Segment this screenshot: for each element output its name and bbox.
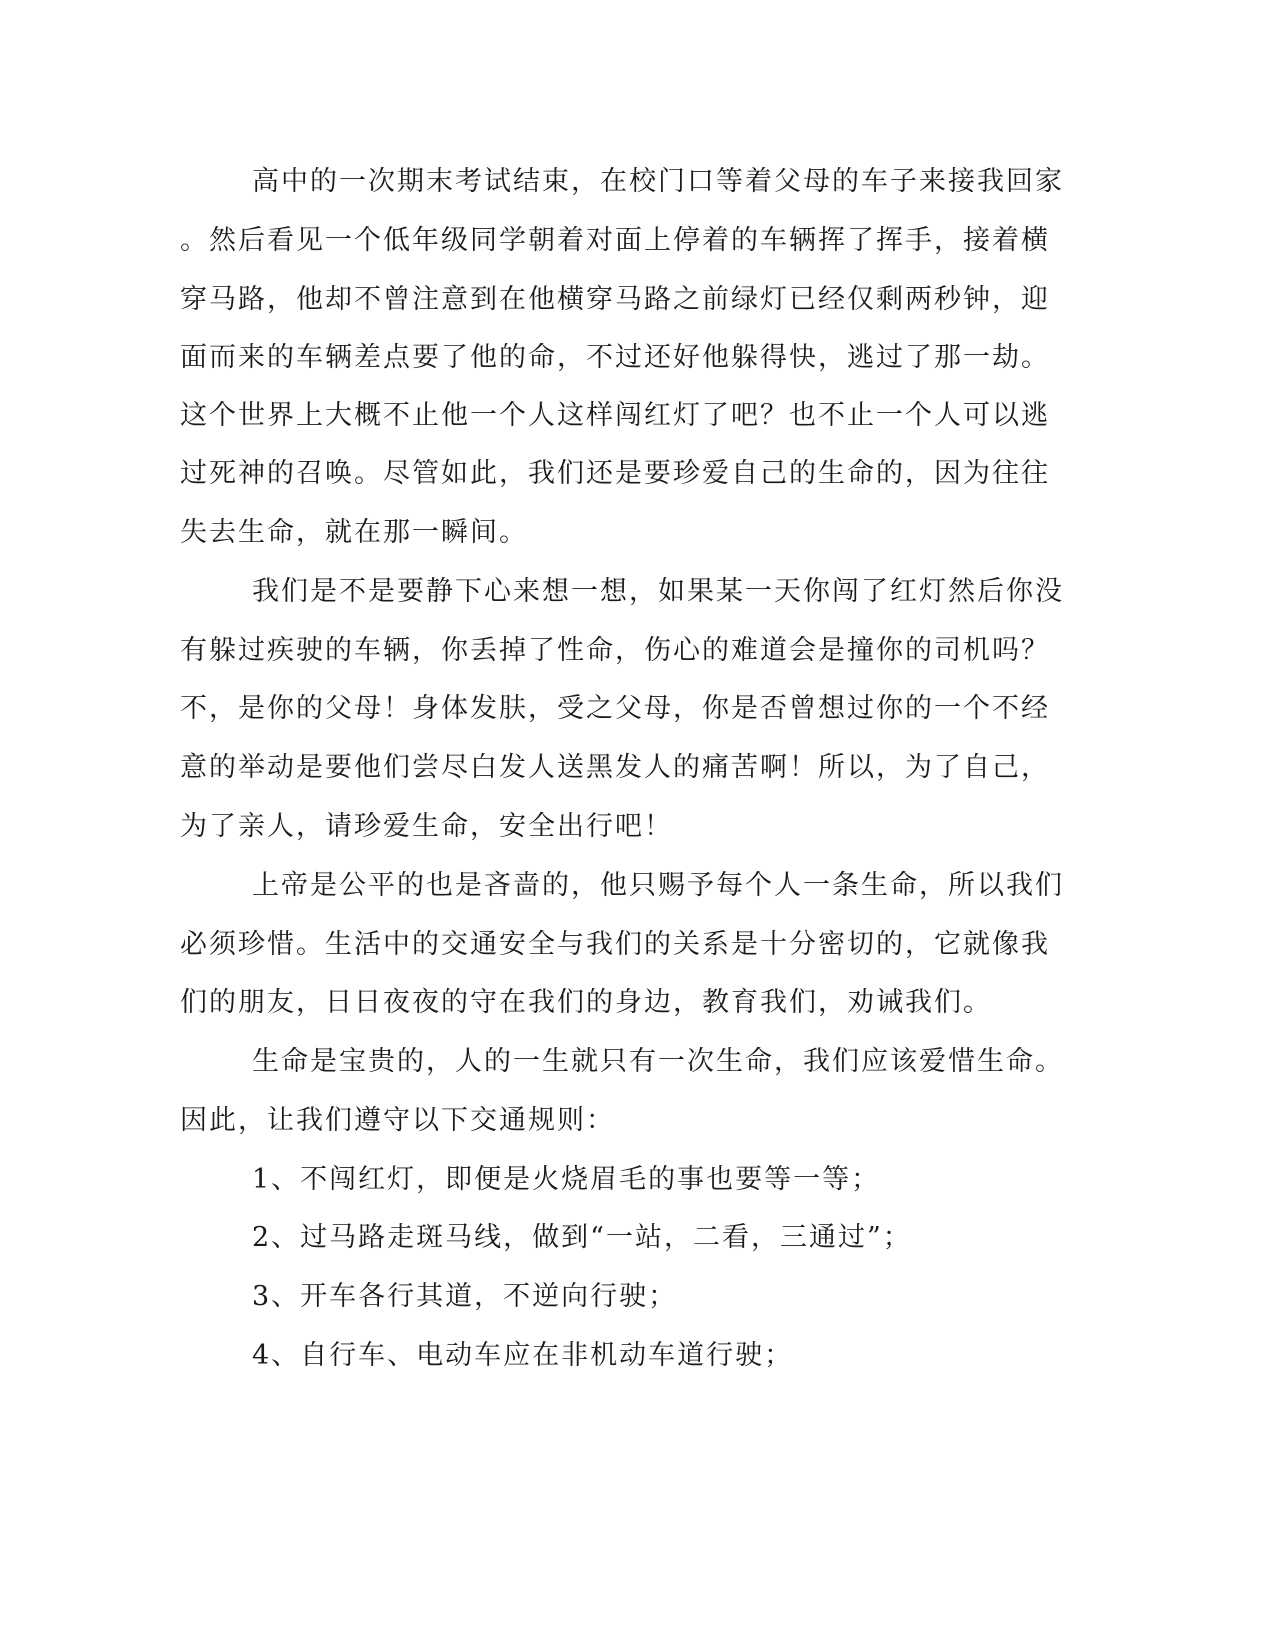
text-line: 穿马路，他却不曾注意到在他横穿马路之前绿灯已经仅剩两秒钟，迎	[180, 284, 1050, 315]
rule-item: 3、开车各行其道，不逆向行驶；	[252, 1281, 678, 1312]
rule-item: 4、自行车、电动车应在非机动车道行驶；	[252, 1340, 794, 1371]
text-line: 面而来的车辆差点要了他的命，不过还好他躲得快，逃过了那一劫。	[180, 342, 1050, 373]
text-line: 这个世界上大概不止他一个人这样闯红灯了吧？也不止一个人可以逃	[180, 400, 1050, 431]
text-line: 们的朋友，日日夜夜的守在我们的身边，教育我们，劝诫我们。	[180, 987, 992, 1018]
text-line: 必须珍惜。生活中的交通安全与我们的关系是十分密切的，它就像我	[180, 929, 1050, 960]
text-line: 。然后看见一个低年级同学朝着对面上停着的车辆挥了挥手，接着横	[180, 225, 1050, 256]
text-line: 过死神的召唤。尽管如此，我们还是要珍爱自己的生命的，因为往往	[180, 458, 1050, 489]
rule-item: 2、过马路走斑马线，做到“一站，二看，三通过”；	[252, 1222, 912, 1253]
text-line: 为了亲人，请珍爱生命，安全出行吧！	[180, 811, 673, 842]
text-line: 上帝是公平的也是吝啬的，他只赐予每个人一条生命，所以我们	[252, 870, 1064, 901]
text-line: 因此，让我们遵守以下交通规则：	[180, 1105, 615, 1136]
text-line: 高中的一次期末考试结束，在校门口等着父母的车子来接我回家	[252, 166, 1064, 197]
text-line: 不，是你的父母！身体发肤，受之父母，你是否曾想过你的一个不经	[180, 693, 1050, 724]
text-line: 我们是不是要静下心来想一想，如果某一天你闯了红灯然后你没	[252, 576, 1064, 607]
text-line: 生命是宝贵的，人的一生就只有一次生命，我们应该爱惜生命。	[252, 1046, 1064, 1077]
text-line: 意的举动是要他们尝尽白发人送黑发人的痛苦啊！所以，为了自己，	[180, 752, 1050, 783]
text-line: 有躲过疾驶的车辆，你丢掉了性命，伤心的难道会是撞你的司机吗？	[180, 635, 1050, 666]
text-line: 失去生命，就在那一瞬间。	[180, 517, 528, 548]
rule-item: 1、不闯红灯，即便是火烧眉毛的事也要等一等；	[252, 1164, 881, 1195]
